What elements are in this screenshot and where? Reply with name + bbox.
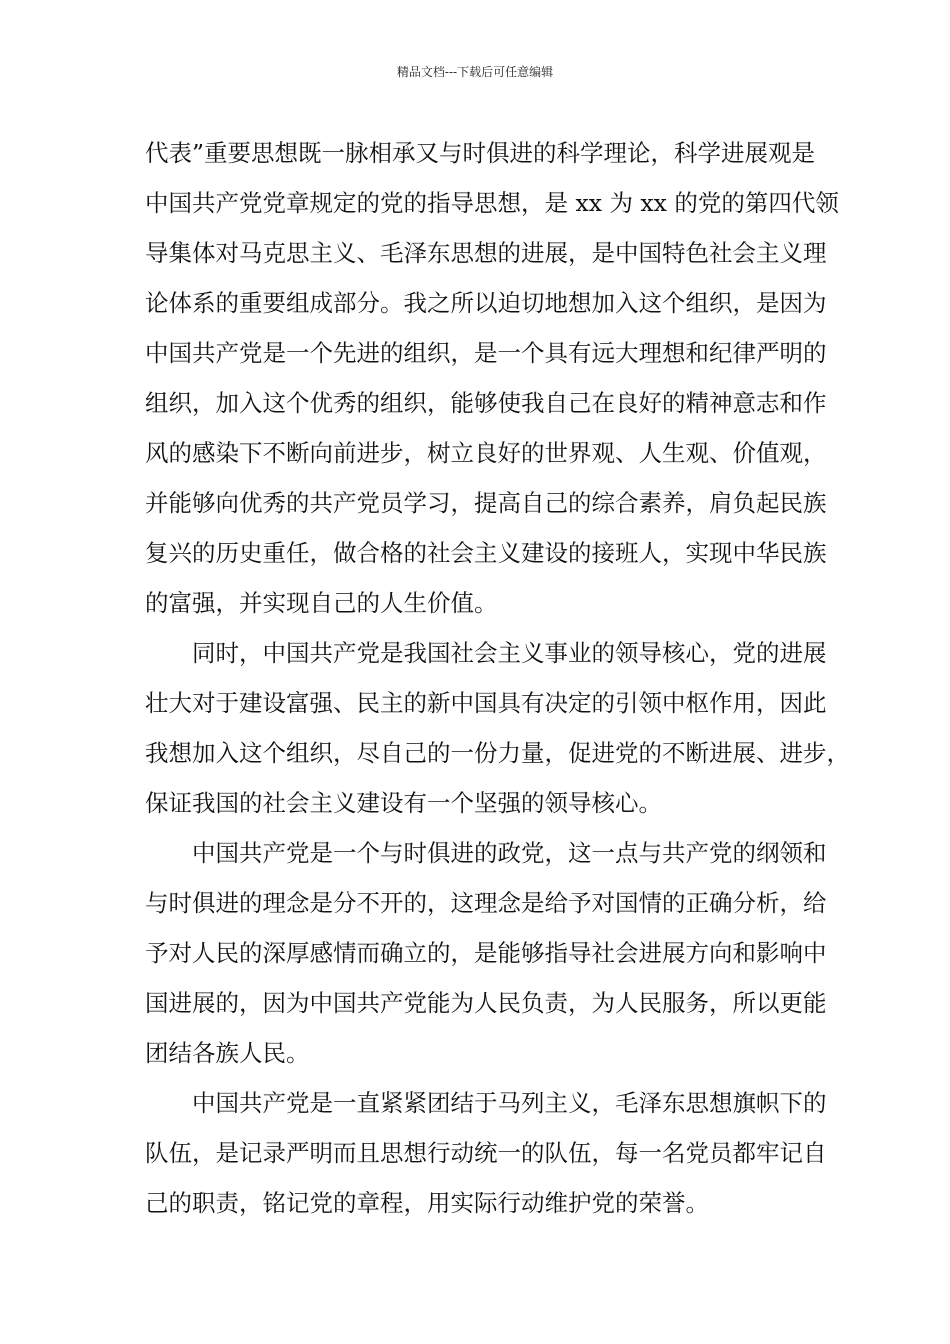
- text-line: 保证我国的社会主义建设有一个坚强的领导核心。: [145, 789, 662, 817]
- text-line: 代表”重要思想既一脉相承又与时俱进的科学理论，科学进展观是: [145, 139, 816, 167]
- text-line: 国进展的，因为中国共产党能为人民负责，为人民服务，所以更能: [145, 989, 827, 1017]
- text-line: 并能够向优秀的共产党员学习，提高自己的综合素养，肩负起民族: [145, 489, 827, 517]
- text-line: 中国共产党是一个先进的组织，是一个具有远大理想和纪律严明的: [145, 339, 827, 367]
- paragraph-4: [145, 1078, 827, 1228]
- text-line: 中国共产党是一个与时俱进的政党，这一点与共产党的纲领和: [192, 839, 827, 867]
- text-line: 的富强，并实现自己的人生价值。: [145, 589, 498, 617]
- text-line: 中国共产党是一直紧紧团结于马列主义，毛泽东思想旗帜下的: [192, 1089, 827, 1117]
- text-line: 中国共产党党章规定的党的指导思想，是 xx 为 xx 的党的第四代领: [145, 189, 839, 217]
- text-line: 队伍，是记录严明而且思想行动统一的队伍，每一名党员都牢记自: [145, 1139, 827, 1167]
- paragraph-2: [145, 628, 850, 828]
- text-line: 风的感染下不断向前进步，树立良好的世界观、人生观、价值观，: [145, 439, 827, 467]
- text-line: 壮大对于建设富强、民主的新中国具有决定的引领中枢作用，因此: [145, 689, 827, 717]
- paragraph-3: [145, 828, 827, 1078]
- page-header: 精品文档---下载后可任意编辑: [396, 65, 554, 79]
- text-line: 组织，加入这个优秀的组织，能够使我自己在良好的精神意志和作: [145, 389, 827, 417]
- text-line: 导集体对马克思主义、毛泽东思想的进展，是中国特色社会主义理: [145, 239, 827, 267]
- text-line: 论体系的重要组成部分。我之所以迫切地想加入这个组织，是因为: [145, 289, 827, 317]
- document-body: [145, 128, 850, 1228]
- text-line: 同时，中国共产党是我国社会主义事业的领导核心，党的进展: [192, 639, 827, 667]
- text-line: 己的职责，铭记党的章程，用实际行动维护党的荣誉。: [145, 1189, 709, 1217]
- text-line: 团结各族人民。: [145, 1039, 310, 1067]
- text-line: 与时俱进的理念是分不开的，这理念是给予对国情的正确分析，给: [145, 889, 827, 917]
- paragraph-1: [145, 128, 839, 628]
- text-line: 予对人民的深厚感情而确立的，是能够指导社会进展方向和影响中: [145, 939, 827, 967]
- text-line: 复兴的历史重任，做合格的社会主义建设的接班人，实现中华民族: [145, 539, 827, 567]
- text-line: 我想加入这个组织，尽自己的一份力量，促进党的不断进展、进步，: [145, 739, 850, 767]
